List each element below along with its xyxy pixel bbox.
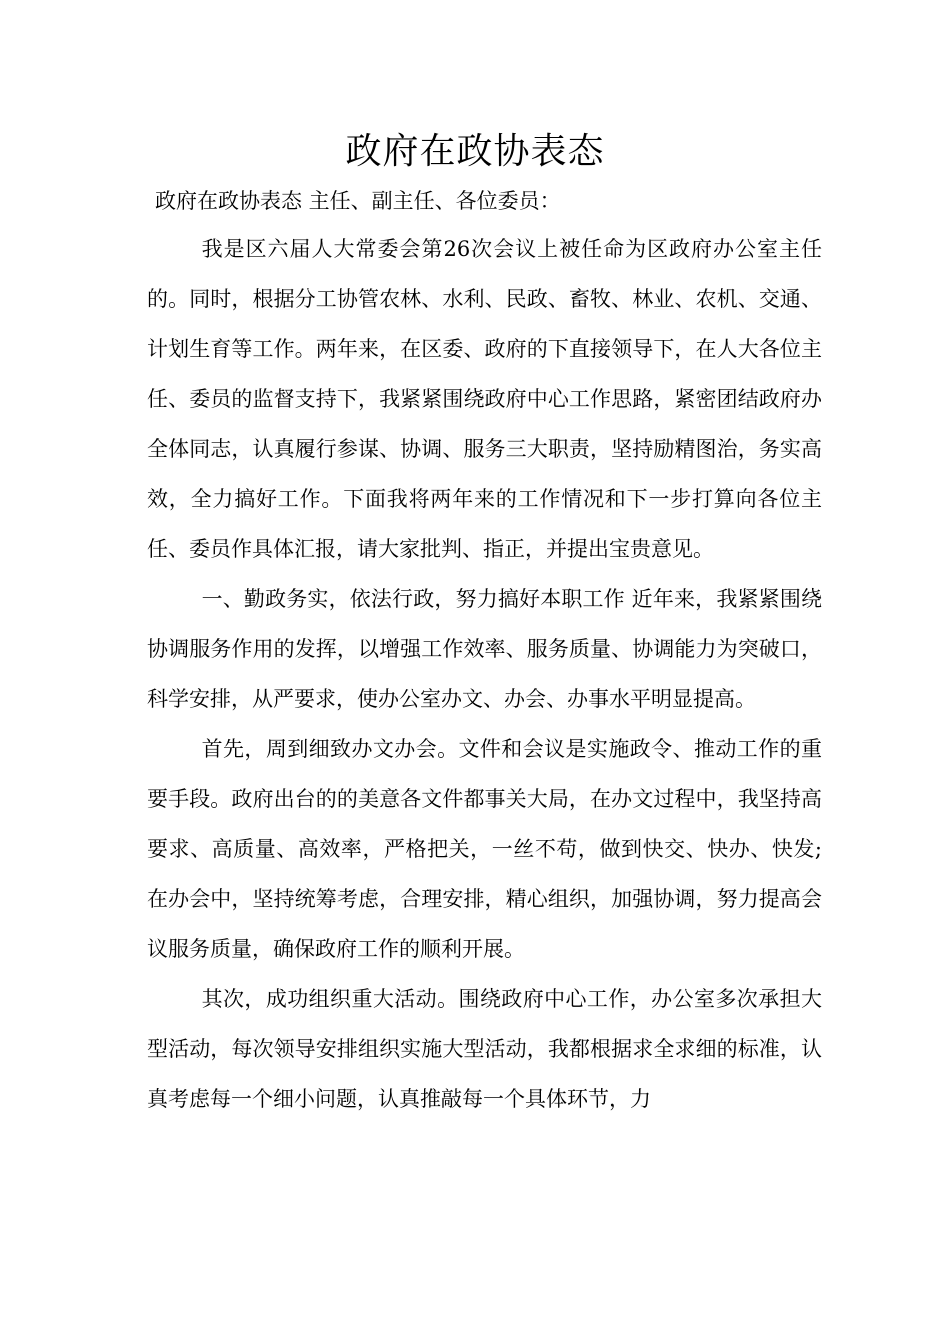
body-paragraph: 首先，周到细致办文办会。文件和会议是实施政令、推动工作的重要手段。政府出台的的美意各文件都事关大局，在办文过程中，我坚持高要求、高质量、高效率，严格把关，一丝不苟，做到快交、快办、快发;在办会中，坚持统筹考虑，合理安排，精心组织，加强协调，努力提高会议服务质量，确保政府工作的顺利开展。: [147, 737, 822, 961]
body-paragraph: 其次，成功组织重大活动。围绕政府中心工作，办公室多次承担大型活动，每次领导安排组织实施大型活动，我都根据求全求细的标准，认真考虑每一个细小问题，认真推敲每一个具体环节，力: [147, 987, 822, 1111]
body-paragraph: 我是区六届人大常委会第26次会议上被任命为区政府办公室主任的。同时，根据分工协管农林、水利、民政、畜牧、林业、农机、交通、计划生育等工作。两年来，在区委、政府的下直接领导下，在人大各位主任、委员的监督支持下，我紧紧围绕政府中心工作思路，紧密团结政府办全体同志，认真履行参谋、协调、服务三大职责，坚持励精图治，务实高效，全力搞好工作。下面我将两年来的工作情况和下一步打算向各位主任、委员作具体汇报，请大家批判、指正，并提出宝贵意见。: [147, 237, 822, 561]
body-paragraph: 一、勤政务实，依法行政，努力搞好本职工作 近年来，我紧紧围绕协调服务作用的发挥，以增强工作效率、服务质量、协调能力为突破口，科学安排，从严要求，使办公室办文、办会、办事水平明显提高。: [147, 587, 822, 711]
salutation-paragraph: 政府在政协表态 主任、副主任、各位委员：: [155, 189, 561, 213]
document-title: 政府在政协表态: [345, 131, 605, 172]
document-body: [147, 178, 822, 1124]
